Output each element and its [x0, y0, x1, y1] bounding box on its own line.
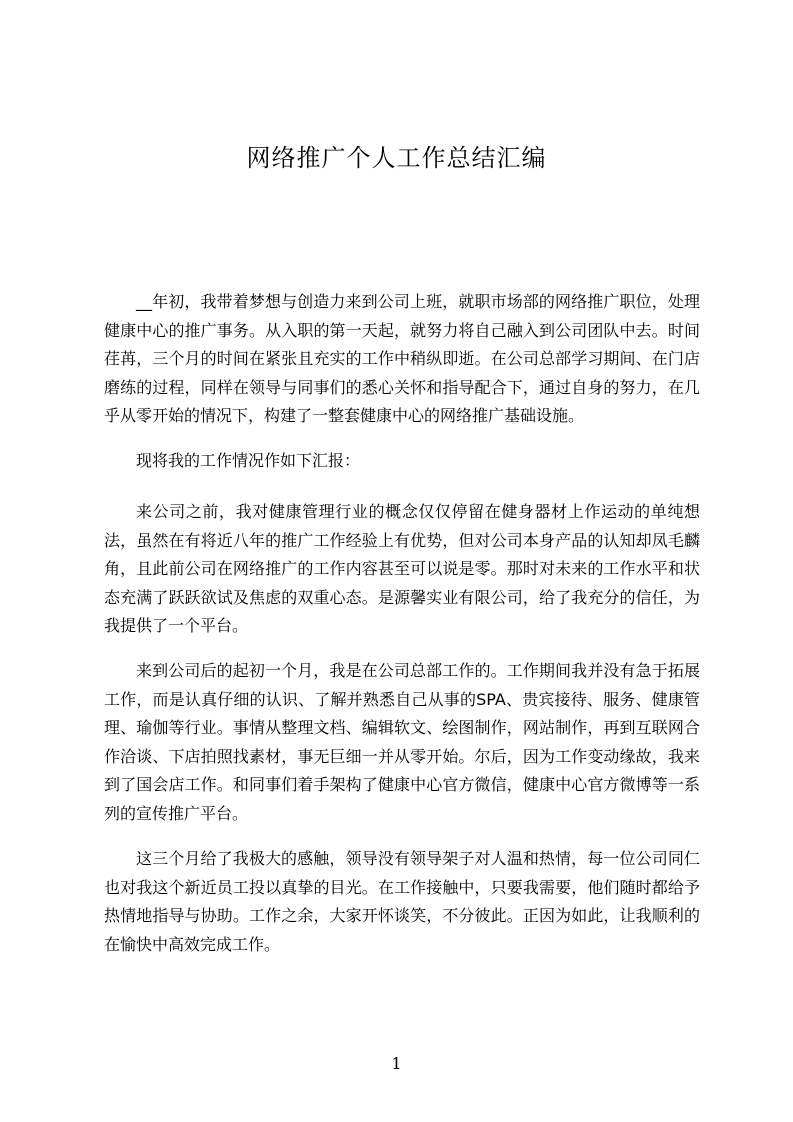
paragraph-report-lead: 现将我的工作情况作如下汇报： [136, 451, 361, 470]
paragraph-before-joining: 来公司之前，我对健康管理行业的概念仅仅停留在健身器材上作运动的单纯想法，虽然在有将近八年的推广工作经验上有优势，但对公司本身产品的认知却凤毛麟角，且此前公司在网络推广的工作内容甚至可以说是零。那时对未来的工作水平和状态充满了跃跃欲试及焦虑的双重心态。是源馨实业有限公司，给了我充分的信任，为我提供了一个平台。 [104, 502, 700, 636]
paragraph-reflection: 这三个月给了我极大的感触，领导没有领导架子对人温和热情，每一位公司同仁也对我这个新近员工投以真挚的目光。在工作接触中，只要我需要，他们随时都给予热情地指导与协助。工作之余，大家开怀谈笑，不分彼此。正因为如此，让我顺利的在愉快中高效完成工作。 [104, 849, 700, 954]
paragraph-intro: __年初，我带着梦想与创造力来到公司上班，就职市场部的网络推广职位，处理健康中心的推广事务。从入职的第一天起，就努力将自己融入到公司团队中去。时间荏苒，三个月的时间在紧张且充实的工作中稍纵即逝。在公司总部学习期间、在门店磨练的过程，同样在领导与同事们的悉心关怀和指导配合下，通过自身的努力，在几乎从零开始的情况下，构建了一整套健康中心的网络推广基础设施。 [104, 292, 700, 426]
document-title: 网络推广个人工作总结汇编 [246, 144, 547, 172]
page-number: 1 [391, 1054, 402, 1073]
paragraph-first-month: 来到公司后的起初一个月，我是在公司总部工作的。工作期间我并没有急于拓展工作，而是认真仔细的认识、了解并熟悉自己从事的SPA、贵宾接待、服务、健康管理、瑜伽等行业。事情从整理文档、编辑软文、绘图制作，网站制作，再到互联网合作洽谈、下店拍照找素材，事无巨细一并从零开始。尔后，因为工作变动缘故，我来到了国会店工作。和同事们着手架构了健康中心官方微信，健康中心官方微博等一系列的宣传推广平台。 [104, 661, 700, 823]
